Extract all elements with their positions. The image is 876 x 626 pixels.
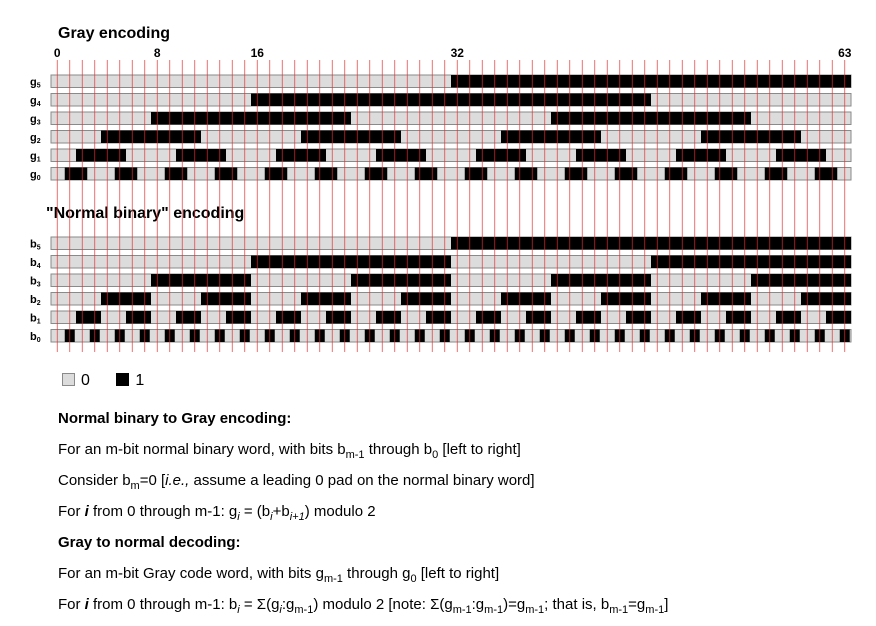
gray-row-0-one-run-53 xyxy=(715,168,738,181)
binary-row-2-one-run-44 xyxy=(601,293,651,306)
binary-row-4-one-run-16 xyxy=(251,256,451,269)
gray-row-0-one-run-13 xyxy=(215,168,238,181)
notes xyxy=(58,403,868,620)
gray-row-2-one-run-20 xyxy=(301,131,401,144)
binary-row-1-one-run-42 xyxy=(576,311,601,324)
binary-row-3-one-run-56 xyxy=(751,274,851,287)
gray-row-0-one-run-9 xyxy=(165,168,188,181)
gray-row-0-one-run-33 xyxy=(465,168,488,181)
binary-row-2-one-run-20 xyxy=(301,293,351,306)
binary-row-3-one-run-40 xyxy=(551,274,651,287)
gray-row-0-one-run-5 xyxy=(115,168,138,181)
legend-zero-swatch xyxy=(62,373,75,386)
gray-row-2-one-run-52 xyxy=(701,131,801,144)
binary-row-1-one-run-6 xyxy=(126,311,151,324)
binary-row-1-one-run-22 xyxy=(326,311,351,324)
binary-row-3-one-run-8 xyxy=(151,274,251,287)
gray-row-label-2: g2 xyxy=(30,132,41,145)
tick-labels xyxy=(54,46,852,60)
binary-row-label-0: b0 xyxy=(30,331,41,344)
tick-label-32: 32 xyxy=(450,46,464,60)
gray-row-4-one-run-16 xyxy=(251,94,651,107)
tick-label-8: 8 xyxy=(153,46,161,60)
gray-row-label-4: g4 xyxy=(30,95,41,108)
legend-zero xyxy=(62,372,90,390)
binary-row-1-one-run-62 xyxy=(826,311,851,324)
decoding-line-1: For an m-bit Gray code word, with bits $g_{m-1}$ through $g_0$ [left to right] xyxy=(58,565,500,585)
gray-row-label-0: g0 xyxy=(30,169,41,182)
binary-row-2-one-run-4 xyxy=(101,293,151,306)
gray-row-1-one-run-58 xyxy=(776,149,826,162)
gray-row-1-one-run-26 xyxy=(376,149,426,162)
gray-row-0-one-run-25 xyxy=(365,168,388,181)
tick-label-16: 16 xyxy=(250,46,264,60)
gray-row-0-one-run-49 xyxy=(665,168,688,181)
gray-row-1-one-run-34 xyxy=(476,149,526,162)
binary-row-1-one-run-58 xyxy=(776,311,801,324)
binary-row-1-one-run-54 xyxy=(726,311,751,324)
binary-row-label-4: b4 xyxy=(30,257,41,270)
binary-row-2-one-run-36 xyxy=(501,293,551,306)
binary-row-3-one-run-24 xyxy=(351,274,451,287)
binary-encoding-heading: "Normal binary" encoding xyxy=(46,205,245,222)
binary-row-2-one-run-28 xyxy=(401,293,451,306)
binary-row-1-one-run-30 xyxy=(426,311,451,324)
gray-row-2-one-run-36 xyxy=(501,131,601,144)
binary-row-1-one-run-50 xyxy=(676,311,701,324)
tick-label-0: 0 xyxy=(53,46,61,60)
binary-row-label-5: b5 xyxy=(30,238,41,252)
legend xyxy=(62,372,166,390)
binary-row-1-one-run-14 xyxy=(226,311,251,324)
binary-row-1-one-run-26 xyxy=(376,311,401,324)
row-labels xyxy=(30,77,41,345)
binary-row-1-one-run-2 xyxy=(76,311,101,324)
binary-row-label-1: b1 xyxy=(30,312,41,326)
decoding-line-2: For i from 0 through m-1: $b_i$ = $\Sigma(g_i:g_{m-1})$ modulo 2 [note: $\Sigma(g_{m-1}:g_{m-1})=g_{m-1}$; that is, $b_{m-1}=g_{m-1}$] xyxy=(58,596,669,616)
legend-zero-label: 0 xyxy=(81,372,90,389)
gray-row-0-one-run-57 xyxy=(765,168,788,181)
legend-one-label: 1 xyxy=(135,372,145,389)
binary-row-label-2: b2 xyxy=(30,294,41,307)
encoding-line-2: Consider $b_m=0$ [i.e., assume a leading 0 pad on the normal binary word] xyxy=(58,472,535,492)
legend-one-swatch xyxy=(116,373,129,386)
binary-row-1-one-run-18 xyxy=(276,311,301,324)
gray-row-5-one-run-32 xyxy=(451,75,851,88)
binary-row-1-one-run-34 xyxy=(476,311,501,324)
binary-row-2-one-run-52 xyxy=(701,293,751,306)
encoding-heading: Normal binary to Gray encoding: xyxy=(58,410,292,427)
gray-row-1-one-run-18 xyxy=(276,149,326,162)
binary-row-1-one-run-10 xyxy=(176,311,201,324)
binary-row-2-one-run-12 xyxy=(201,293,251,306)
tick-label-63: 63 xyxy=(838,46,852,60)
binary-row-1-one-run-46 xyxy=(626,311,651,324)
gray-row-1-one-run-42 xyxy=(576,149,626,162)
gray-row-0-one-run-1 xyxy=(65,168,88,181)
gray-encoding-heading: Gray encoding xyxy=(58,25,171,42)
gray-row-0-one-run-61 xyxy=(815,168,838,181)
encoding-line-3: For i from 0 through m-1: $g_i = (b_i+b_{i+1})$ modulo 2 xyxy=(58,503,376,523)
binary-row-4-one-run-48 xyxy=(651,256,851,269)
gray-row-3-one-run-8 xyxy=(151,112,351,125)
gray-row-1-one-run-50 xyxy=(676,149,726,162)
encoding-line-1: For an m-bit normal binary word, with bits $b_{m-1}$ through $b_0$ [left to right] xyxy=(58,441,521,461)
binary-row-label-3: b3 xyxy=(30,275,41,289)
gray-row-0-one-run-41 xyxy=(565,168,588,181)
gray-row-label-1: g1 xyxy=(30,150,41,164)
binary-row-2-one-run-60 xyxy=(801,293,851,306)
binary-row-5-one-run-32 xyxy=(451,237,851,250)
gray-row-1-one-run-2 xyxy=(76,149,126,162)
gray-row-2-one-run-4 xyxy=(101,131,201,144)
binary-row-1-one-run-38 xyxy=(526,311,551,324)
gray-row-0-one-run-29 xyxy=(415,168,438,181)
gray-row-label-3: g3 xyxy=(30,113,41,127)
gray-row-label-5: g5 xyxy=(30,76,41,90)
decoding-heading: Gray to normal decoding: xyxy=(58,534,241,551)
gray-row-3-one-run-40 xyxy=(551,112,751,125)
gray-row-1-background xyxy=(51,149,851,162)
gray-row-0-one-run-17 xyxy=(265,168,288,181)
legend-one xyxy=(116,372,144,390)
gray-row-0-one-run-21 xyxy=(315,168,338,181)
gray-row-0-one-run-45 xyxy=(615,168,638,181)
gray-row-0-one-run-37 xyxy=(515,168,538,181)
gray-row-1-one-run-10 xyxy=(176,149,226,162)
